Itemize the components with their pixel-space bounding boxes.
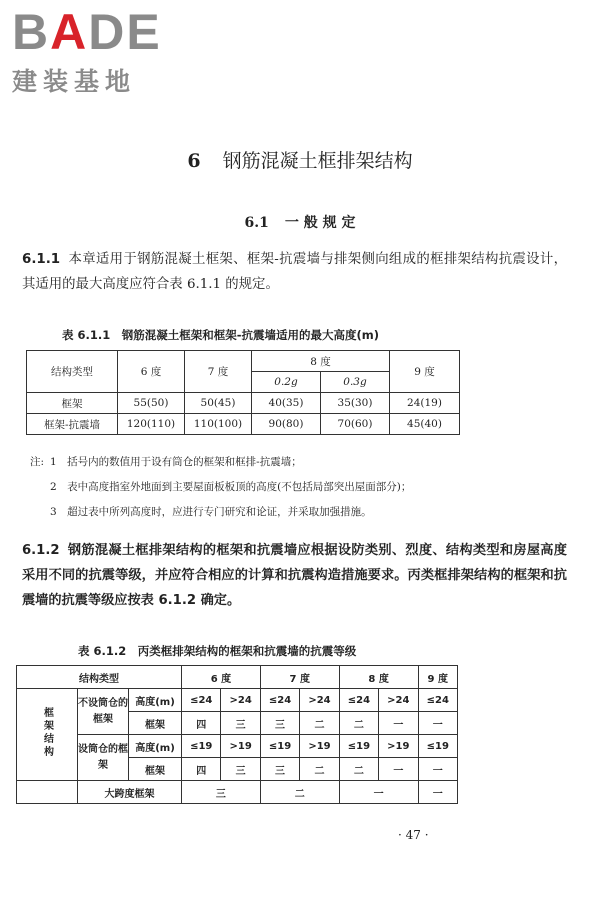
logo xyxy=(12,6,162,98)
height-table: 结构类型 6 度 7 度 8 度 9 度 0.2g 0.3g 框架 55(50) 50(45) 40(35) 35(30) 24(19) 框架-抗震墙 120(110) 110(100) 90(80) 70(60) 45(40) xyxy=(26,350,460,435)
table-row: 设筒仓的框架 高度(m) ≤19 >19 ≤19 >19 ≤19 >19 ≤19 xyxy=(17,735,458,758)
logo-wordmark: BADE xyxy=(12,4,162,60)
seismic-grade-table: 结构类型 6 度 7 度 8 度 9 度 框架结构 不设筒仓的框架 高度(m) ≤24 >24 ≤24 >24 ≤24 >24 ≤24 框架 四 三 三 二 二 一 一 设筒仓的框架 高度(m) ≤19 >19 ≤19 >19 ≤19 >19 ≤19 框架 四 三 三 二 二 一 一 大跨度框架 三 二 一 一 xyxy=(16,665,458,804)
table2-caption: 表 6.1.2 丙类框排架结构的框架和抗震墙的抗震等级 xyxy=(78,644,357,658)
logo-subtitle: 建装基地 xyxy=(12,67,137,96)
table-row: 框架 四 三 三 二 二 一 一 xyxy=(17,712,458,735)
table-row: 框架结构 不设筒仓的框架 高度(m) ≤24 >24 ≤24 >24 ≤24 >24 ≤24 xyxy=(17,689,458,712)
table-row: 大跨度框架 三 二 一 一 xyxy=(17,781,458,804)
table1-caption: 表 6.1.1 钢筋混凝土框架和框架-抗震墙适用的最大高度(m) xyxy=(62,328,380,342)
table-row: 框架-抗震墙 120(110) 110(100) 90(80) 70(60) 45(40) xyxy=(27,414,460,435)
clause-6-1-1: 6.1.1 本章适用于钢筋混凝土框架、框架-抗震墙与排架侧向组成的框排架结构抗震设计，其适用的最大高度应符合表 6.1.1 的规定。 xyxy=(22,252,567,292)
table1-notes: 注: 1 括号内的数值用于设有筒仓的框架和框排-抗震墙； 2 表中高度指室外地面到主要屋面板板顶的高度(不包括局部突出屋面部分)； 3 超过表中所列高度时，应进行专门研究和论证，并采取加强措施。 xyxy=(30,456,412,518)
table-row: 框架 55(50) 50(45) 40(35) 35(30) 24(19) xyxy=(27,393,460,414)
page-number: · 47 · xyxy=(398,828,429,842)
section-title: 6.1 一 般 规 定 xyxy=(244,215,356,231)
chapter-title: 6 钢筋混凝土框排架结构 xyxy=(187,150,413,172)
table-row: 框架 四 三 三 二 二 一 一 xyxy=(17,758,458,781)
clause-6-1-2: 6.1.2 钢筋混凝土框排架结构的框架和抗震墙应根据设防类别、烈度、结构类型和房屋高度采用不同的抗震等级，并应符合相应的计算和抗震构造措施要求。丙类框排架结构的框架和抗震墙的抗震等级应按表 6.1.2 确定。 xyxy=(22,543,567,608)
